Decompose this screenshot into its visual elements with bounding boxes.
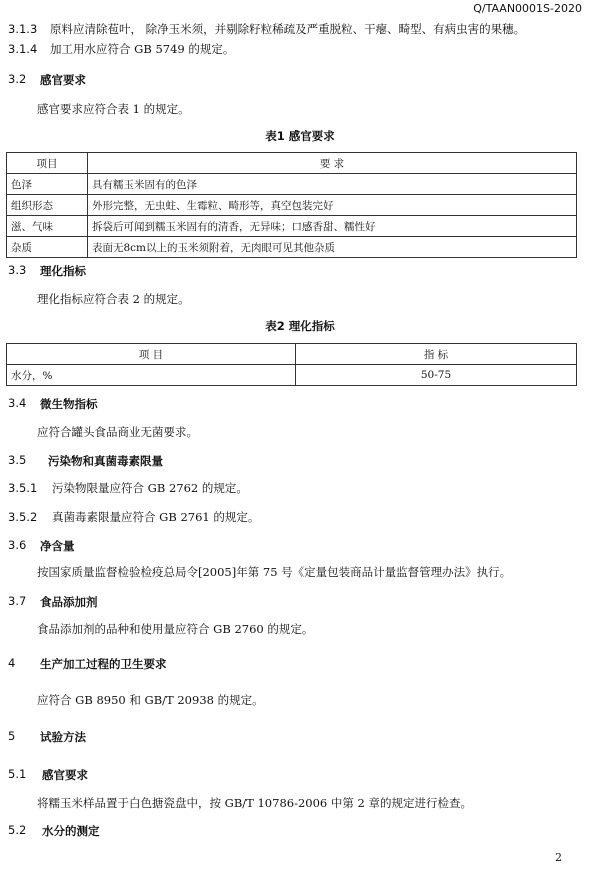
section-number: 3.3: [8, 263, 27, 277]
header-cell: 指 标: [296, 344, 577, 365]
table-row: [7, 195, 577, 216]
paragraph: 按国家质量监督检验检疫总局令[2005]年第 75 号《定量包装商品计量监督管理办法》执行。: [37, 565, 512, 579]
clause-text: 污染物限量应符合 GB 2762 的规定。: [52, 481, 248, 495]
header-cell: 项 目: [7, 344, 296, 365]
table-cell: 杂质: [7, 237, 88, 258]
table-cell: 具有糯玉米固有的色泽: [88, 174, 577, 195]
section-number: 3.6: [8, 538, 27, 552]
clause-number: 3.5.2: [8, 510, 38, 524]
table-row: [7, 174, 577, 195]
section-heading: 微生物指标: [40, 397, 98, 411]
section-heading: 污染物和真菌毒素限量: [48, 454, 163, 468]
clause-text: 原料应清除苞叶， 除净玉米须，并剔除籽粒稀疏及严重脱粒、干瘪、畸型、有病虫害的果穗。: [50, 22, 526, 36]
section-heading: 食品添加剂: [40, 595, 98, 609]
clause-number: 3.5.1: [8, 481, 38, 495]
section-heading: 理化指标: [40, 264, 86, 278]
clause-text: 加工用水应符合 GB 5749 的规定。: [50, 42, 235, 56]
clause-number: 3.1.3: [8, 22, 38, 36]
header-cell: 要 求: [88, 153, 577, 174]
table-cell: 组织形态: [7, 195, 88, 216]
table-header-row: [7, 344, 577, 365]
table2: [6, 343, 577, 386]
table-cell: 表面无8cm以上的玉米须附着，无肉眼可见其他杂质: [88, 237, 577, 258]
paragraph: 应符合 GB 8950 和 GB/T 20938 的规定。: [37, 693, 264, 707]
table-cell: 水分，%: [7, 365, 296, 386]
section-number: 3.4: [8, 396, 27, 410]
paragraph: 食品添加剂的品种和使用量应符合 GB 2760 的规定。: [37, 622, 314, 636]
table-cell: 色泽: [7, 174, 88, 195]
chapter-number: 5: [8, 729, 16, 743]
page-number: 2: [555, 851, 562, 864]
paragraph: 感官要求应符合表 1 的规定。: [37, 102, 190, 116]
section-heading: 感官要求: [42, 768, 88, 782]
section-number: 3.2: [8, 72, 27, 86]
section-heading: 净含量: [40, 539, 75, 553]
table1: [6, 152, 577, 258]
chapter-heading: 试验方法: [40, 730, 86, 744]
document-code: Q/TAAN0001S-2020: [473, 2, 582, 15]
chapter-heading: 生产加工过程的卫生要求: [40, 657, 167, 671]
section-heading: 感官要求: [40, 73, 86, 87]
header-cell: 项目: [7, 153, 88, 174]
clause-number: 3.1.4: [8, 42, 38, 56]
table-row: [7, 216, 577, 237]
table-cell: 拆袋后可闻到糯玉米固有的清香，无异味；口感香甜、糯性好: [88, 216, 577, 237]
section-number: 3.7: [8, 594, 27, 608]
table-row: [7, 365, 577, 386]
section-number: 5.1: [8, 767, 27, 781]
table-cell: 50-75: [296, 365, 577, 386]
table-row: [7, 237, 577, 258]
table1-caption: 表1 感官要求: [265, 129, 335, 143]
section-heading: 水分的测定: [42, 824, 100, 838]
table-cell: 滋、气味: [7, 216, 88, 237]
table-cell: 外形完整，无虫蛀、生霉粒、畸形等，真空包装完好: [88, 195, 577, 216]
table2-caption: 表2 理化指标: [265, 319, 335, 333]
table-header-row: [7, 153, 577, 174]
section-number: 5.2: [8, 823, 27, 837]
section-number: 3.5: [8, 453, 27, 467]
paragraph: 应符合罐头食品商业无菌要求。: [37, 425, 198, 439]
paragraph: 理化指标应符合表 2 的规定。: [37, 292, 190, 306]
paragraph: 将糯玉米样品置于白色搪瓷盘中，按 GB/T 10786-2006 中第 2 章的规定进行检查。: [37, 796, 473, 810]
chapter-number: 4: [8, 656, 16, 670]
clause-text: 真菌毒素限量应符合 GB 2761 的规定。: [52, 510, 260, 524]
